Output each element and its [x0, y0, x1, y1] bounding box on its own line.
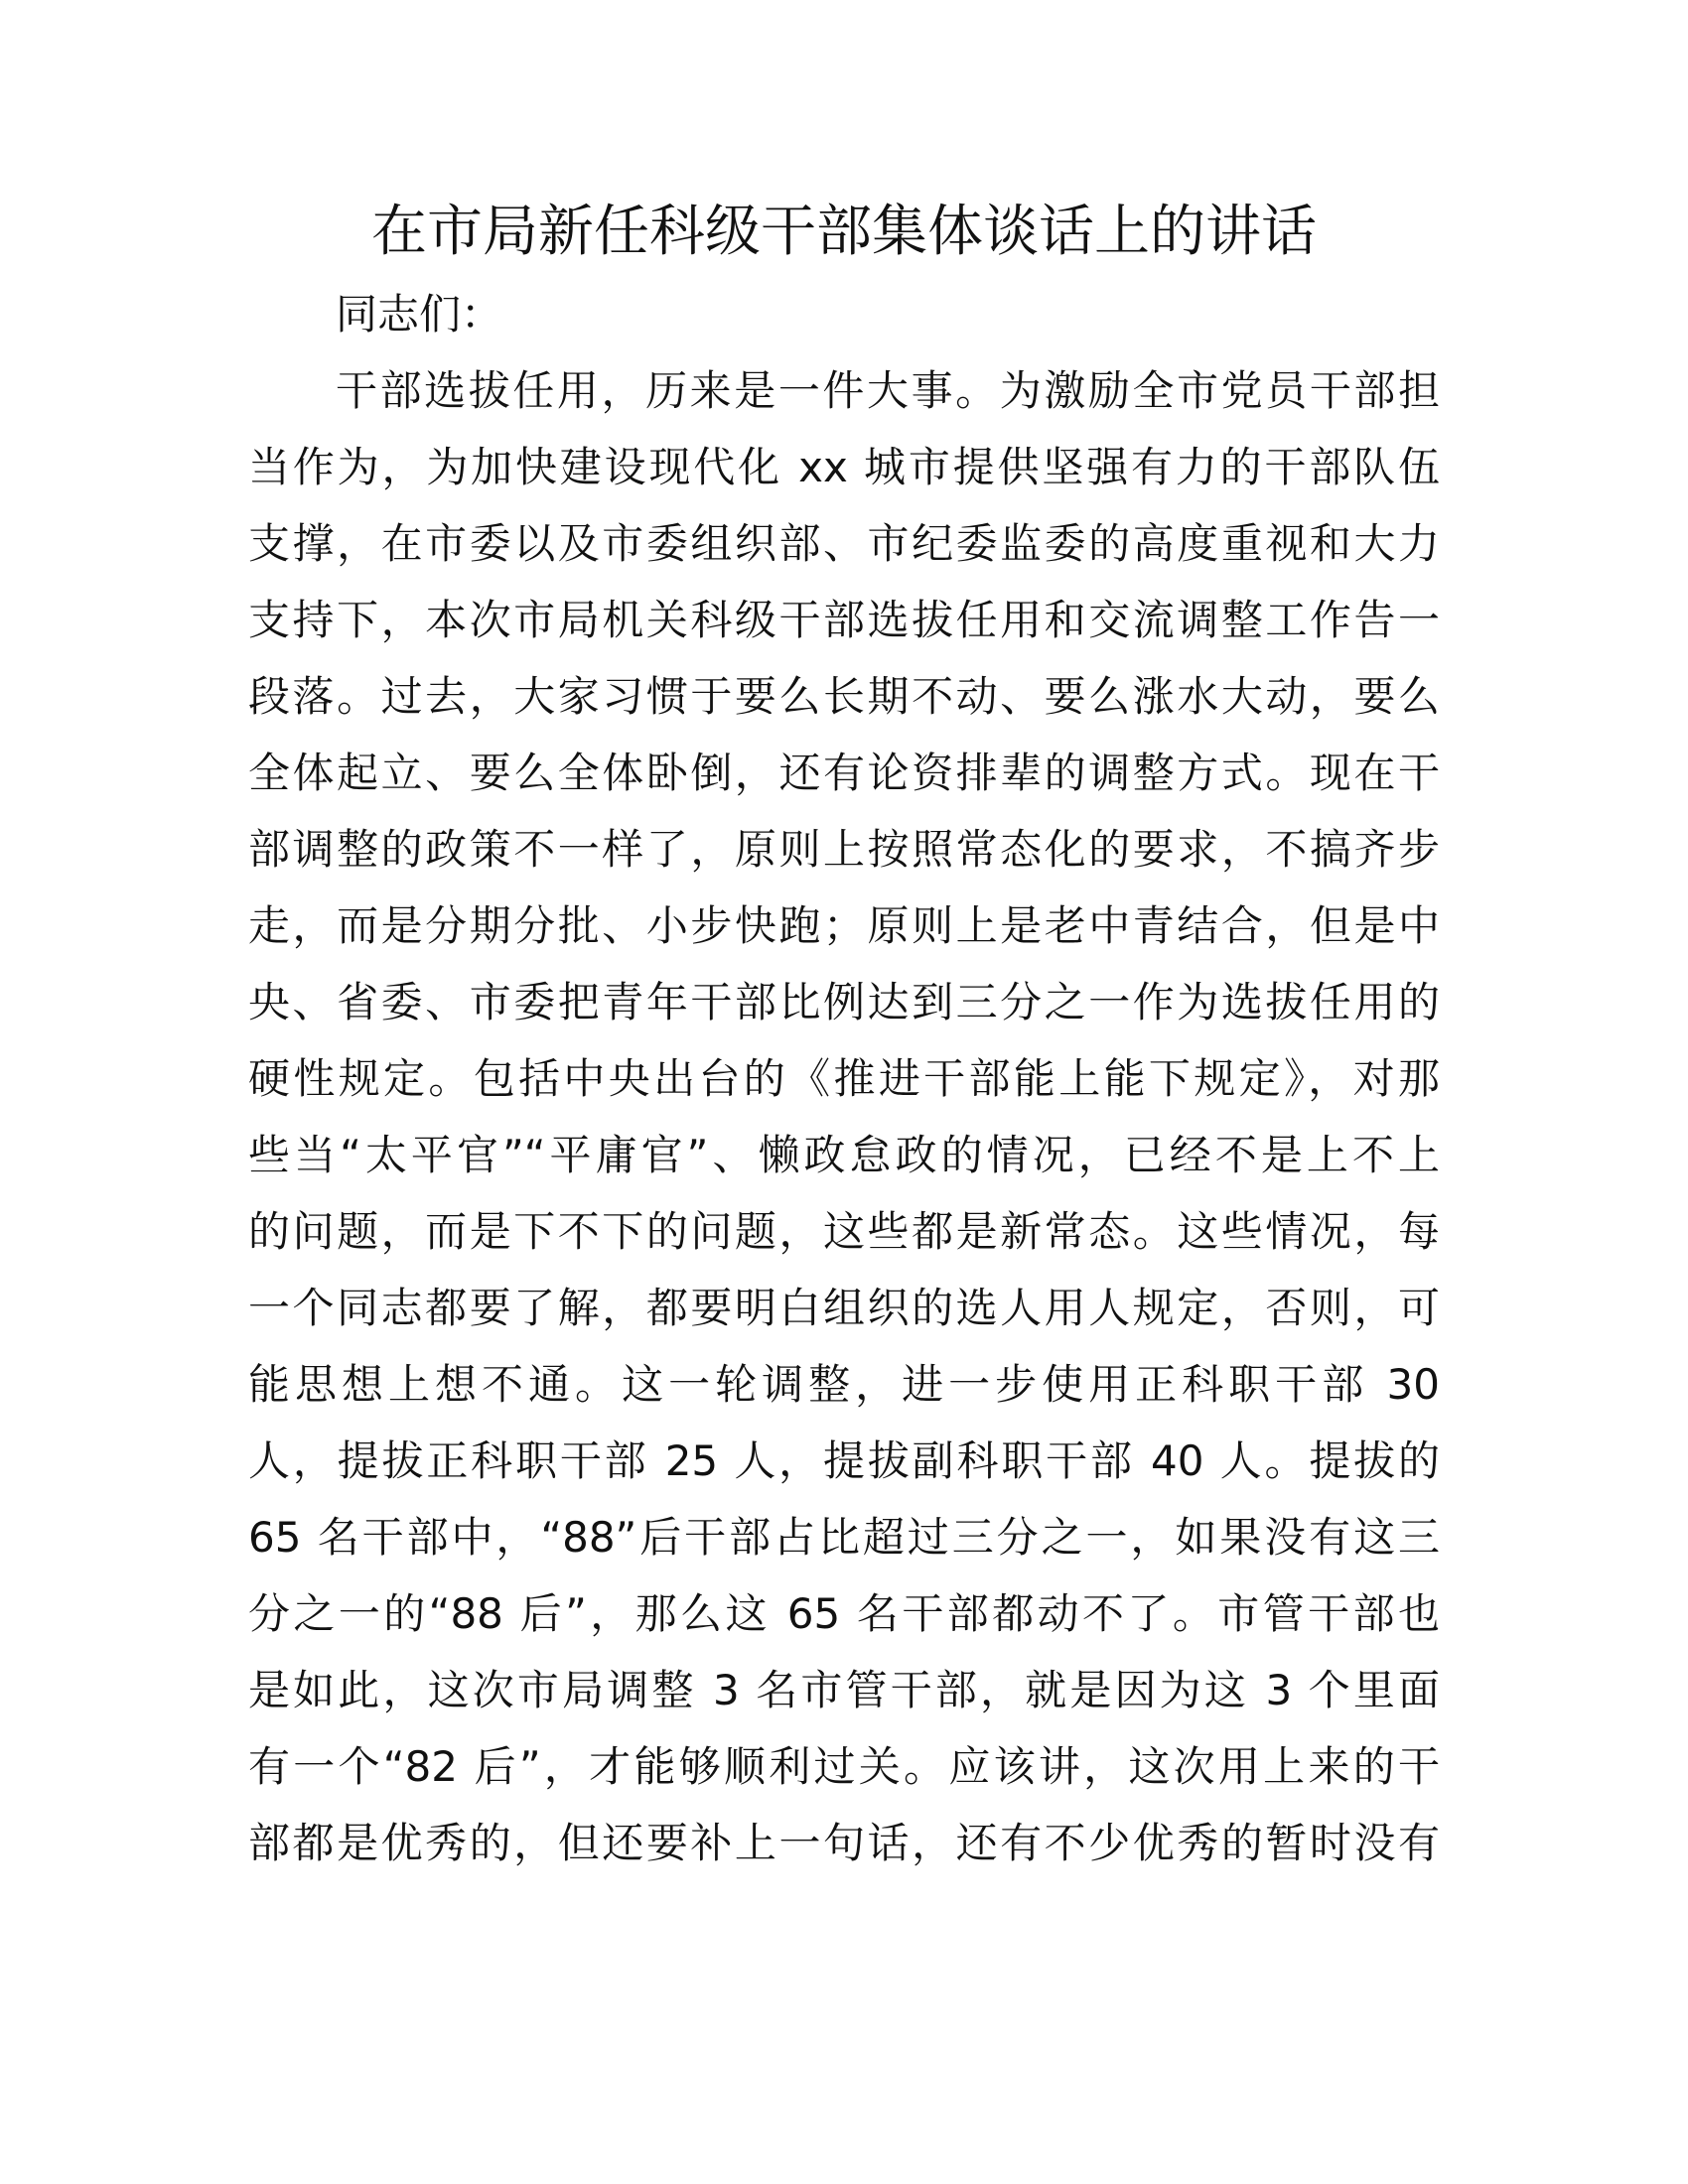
paragraph-line: 全体起立、要么全体卧倒，还有论资排辈的调整方式。现在干	[248, 749, 1440, 797]
salutation: 同志们：	[336, 290, 503, 339]
paragraph-line: 干部选拔任用，历来是一件大事。为激励全市党员干部担	[336, 366, 1440, 415]
paragraph-line: 部都是优秀的，但还要补上一句话，还有不少优秀的暂时没有	[248, 1819, 1440, 1867]
paragraph-line: 人，提拔正科职干部 25 人，提拔副科职干部 40 人。提拔的	[248, 1436, 1440, 1485]
paragraph-line: 的问题，而是下不下的问题，这些都是新常态。这些情况，每	[248, 1207, 1440, 1256]
paragraph-line: 部调整的政策不一样了，原则上按照常态化的要求，不搞齐步	[248, 825, 1440, 874]
paragraph-line: 些当“太平官”“平庸官”、懒政怠政的情况，已经不是上不上	[248, 1131, 1440, 1179]
paragraph-line: 硬性规定。包括中央出台的《推进干部能上能下规定》，对那	[248, 1054, 1440, 1103]
paragraph-line: 一个同志都要了解，都要明白组织的选人用人规定，否则，可	[248, 1284, 1440, 1332]
paragraph-line: 分之一的“88 后”，那么这 65 名干部都动不了。市管干部也	[248, 1589, 1440, 1638]
paragraph-line: 能思想上想不通。这一轮调整，进一步使用正科职干部 30	[248, 1360, 1440, 1409]
paragraph-line: 走，而是分期分批、小步快跑；原则上是老中青结合，但是中	[248, 901, 1440, 950]
paragraph-line: 是如此，这次市局调整 3 名市管干部，就是因为这 3 个里面	[248, 1666, 1440, 1714]
document-title: 在市局新任科级干部集体谈话上的讲话	[371, 200, 1317, 264]
paragraph-line: 有一个“82 后”，才能够顺利过关。应该讲，这次用上来的干	[248, 1742, 1440, 1791]
paragraph-line: 段落。过去，大家习惯于要么长期不动、要么涨水大动，要么	[248, 672, 1440, 721]
paragraph-line: 央、省委、市委把青年干部比例达到三分之一作为选拔任用的	[248, 978, 1440, 1026]
paragraph-line: 当作为，为加快建设现代化 xx 城市提供坚强有力的干部队伍	[248, 443, 1440, 491]
paragraph-line: 65 名干部中，“88”后干部占比超过三分之一，如果没有这三	[248, 1513, 1440, 1562]
document-body	[248, 276, 1440, 1881]
paragraph-line: 支撑，在市委以及市委组织部、市纪委监委的高度重视和大力	[248, 519, 1440, 568]
paragraph-line: 支持下，本次市局机关科级干部选拔任用和交流调整工作告一	[248, 596, 1440, 644]
